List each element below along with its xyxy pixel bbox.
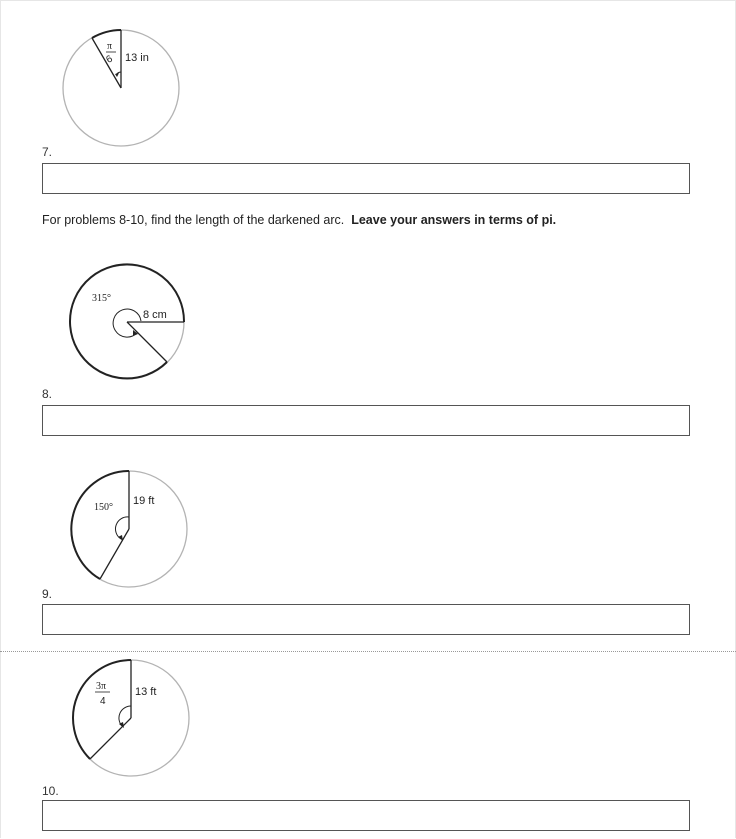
radius-label: 19 ft (133, 495, 155, 507)
section-divider (0, 651, 736, 652)
answer-input-8[interactable] (42, 405, 690, 436)
angle-denominator: 4 (100, 696, 106, 707)
problem-number: 10. (42, 784, 59, 798)
problem-number: 8. (42, 387, 53, 401)
problem-7-figure (55, 20, 190, 150)
angle-label: 150° (94, 502, 113, 513)
radius-label: 13 ft (135, 686, 157, 698)
angle-numerator: 3π (96, 681, 107, 692)
angle-denominator: 6 (104, 53, 115, 66)
angle-label: 315° (92, 293, 111, 304)
answer-input-7[interactable] (42, 163, 690, 194)
radius-label: 8 cm (143, 309, 167, 321)
problem-number: 9. (42, 587, 53, 601)
answer-input-10[interactable] (42, 800, 690, 831)
problem-9-figure (65, 465, 195, 590)
problem-8-figure (65, 260, 190, 385)
radius-label: 13 in (125, 52, 149, 64)
instructions (42, 213, 556, 227)
problem-10-figure (65, 655, 195, 780)
problem-number: 7. (42, 145, 53, 159)
instructions-text: For problems 8-10, find the length of the darkened arc. (42, 213, 345, 227)
instructions-bold: Leave your answers in terms of pi. (351, 213, 557, 227)
angle-numerator: π (107, 41, 113, 52)
answer-input-9[interactable] (42, 604, 690, 635)
